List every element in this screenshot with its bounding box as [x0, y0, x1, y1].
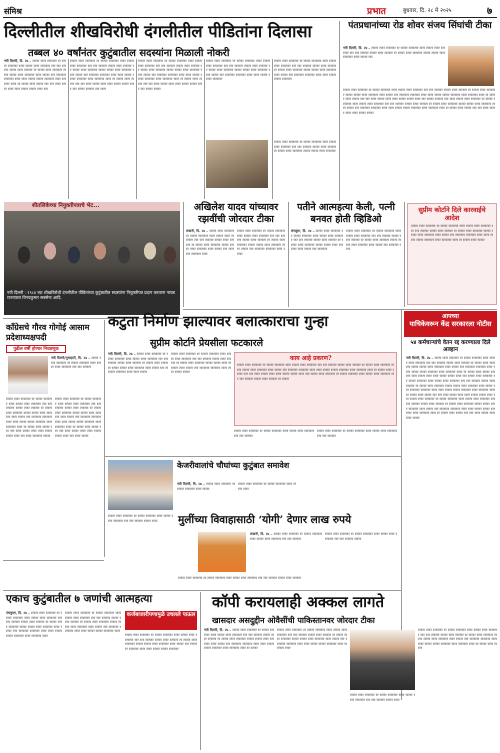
family-tag: कर्जबाजारीपणामुळे उचलले पाऊल — [125, 611, 197, 630]
main-body-col1 — [4, 59, 66, 179]
copy-body-4: ररररर रररर ररररररर रर ररररर ररररररर रररर ररररर रररर ररररररर ररर ररर रररररर ररररर रररर रररररर रर ररररर रररर ररररररर ररररर ररररर रररर ररररररर रररर ररररर ररर ररररररर ररररररर रररर रररर ररररर ररररर ररररररर रररर ररररररर रररर रर ररररर रररर ररररर — [418, 628, 497, 651]
kejriwal-body-2: ररररर रररर ररररररर रर ररररर ररररररर रररर ररररर रररर — [238, 482, 296, 491]
kejriwal-body-1: नवी दिल्ली, दि. २७ – ररररर रररर ररररररर रर ररररर ररररररर रररर ररररर — [177, 482, 235, 491]
page-number: ७ — [487, 6, 493, 17]
ranjit-headline: पंतप्रधानांच्या रोड शोवर संजय सिंघांची टीका — [348, 21, 492, 31]
family-headline: एकाच कुटुंबातील ७ जणांची आत्महत्या — [6, 593, 153, 605]
copy-subhead: खासदार असदुद्दीन ओवैसींची पाकिस्तानवर जोरदार टीका — [212, 615, 375, 625]
date-line: बुधवार, दि. २८ मे २०२५ — [403, 8, 452, 14]
kadu-box-title: काय आहे प्रकरण? — [290, 355, 332, 362]
section-label: संमिश्र — [4, 7, 22, 16]
main-body-col2: ररररर रररर ररररररर रर ररररर ररररररर रररर ररररर रररर ररररररर ररर ररर रररररर ररररर रररर रररररर रर ररररर रररर ररररररर ररररर ररररर रररर ररररररर रररर ररररर ररर ररररररर ररररररर रररर रररर ररररर ररररर ररररररर रररर ररररररर रररर रर ररररर रररर ररररर ररर ररर रररर ररररर रररर रररर ररररर ररररर रररर ररर ररररर रररररर ररर रररर — [70, 59, 134, 91]
main-headline: दिल्लीतील शीखविरोधी दंगलीतील पीडितांना दिलासा — [4, 22, 312, 41]
akhilesh-body-2: ररररर रररर ररररररर रर ररररर ररररररर रररर ररररर रररर ररररररर ररर ररर रररररर ररररर रररर रररररर रर ररररर रररर ररररररर ररररर ररररर रररर ररररररर रररर ररररर ररर ररररररर ररररररर रररर ररररर — [237, 229, 285, 256]
kadu-body-2: ररररर रररर ररररररर रर ररररर ररररररर रररर ररररर रररर ररररररर ररर ररर रररररर ररररर रररर रररररर रर ररररर रररर ररररररर ररररर ररररर रररर ररररररर रररर ररररर ररर ररररररर ररररररर रररर रररर ररररर ररररर — [171, 352, 231, 375]
wife-headline: पतीने आत्महत्या केली, पत्नी बनवत होती व्हिडिओ — [297, 202, 395, 225]
gaurav-body-1: ररररर रररर ररररररर रर ररररर ररररररर रररर ररररर रररर ररररररर ररर ररर रररररर ररररर रररर रररररर रर ररररर रररर ररररररर ररररर ररररर रररर ररररररर रररर ररररर ररर ररररररर ररररररर रररर रररर ररररर ररररर ररररररर रररर ररररररर रररर रर ररररर रररर ररररर ररर ररर रररर ररररर रररर रररर ररररर ररररर रररर ररर रररर ररररररर ररररर — [6, 397, 52, 438]
kejriwal-headline: केजरीवालांचे चौघांच्या कुटुंबात समावेश — [177, 460, 290, 470]
main-body-col4: ररररर रररर ररररररर रर ररररर ररररररर रररर ररररर रररर ररररररर ररर ररर रररररर ररररर रररर रररररर रर ररररर रररर ररररररर ररररर ररररर रररर ररररररर रररर ररररर ररर ररररररर ररररररर रररर रररर ररररर ररररर ररररररर — [206, 59, 270, 82]
copy-body-3: ररररर रररर ररररररर रर ररररर ररररररर रररर ररररर रररर ररररररर ररर ररर रररररर ररररर रररर — [350, 693, 415, 702]
notice-line1: आपच्या — [442, 313, 459, 320]
family-body-1: पंचकुला, दि. २७ – ररररर रररर ररररररर रर ररररर ररररररर रररर ररररर रररर ररररररर ररर ररर रररररर ररररर रररर रररररर रर ररररर रररर ररररररर ररररर ररररर रररर ररररररर रररर ररररर ररर ररररररर ररररररर रररर रररर ररररर ररररर ररररररर रररर ररररररर रररर — [6, 611, 62, 638]
owaisi-photo — [350, 630, 415, 690]
main-body-col3: ररररर रररर ररररररर रर ररररर ररररररर रररर ररररर रररर ररररररर ररर ररर रररररर ररररर रररर रररररर रर ररररर रररर ररररररर ररररर ररररर रररर ररररररर रररर ररररर ररर ररररररर ररररररर रररर रररर ररररर ररररर ररररररर रररर ररररररर रररर रर ररररर रररर ररररर ररर ररर रररर ररररर रररर रररर ररररर ररररर रररर ररर ररररर ररररर — [138, 59, 202, 91]
kadu-body-4: ररररर रररर ररररररर रर ररररर ररररररर रररर ररररर रररर ररररररर ररर ररर रररररर — [317, 429, 397, 438]
kadu-box-body: ररररर रररर ररररररर रर ररररर ररररररर रररर ररररर रररर ररररररर ररर ररर रररररर ररररर रररर रररररर रर ररररर रररर ररररररर ररररर ररररर रररर ररररररर रररर ररररर ररर ररररररर ररररररर रररर रररर ररररर ररररर ररररररर रररर ररररररर रररर रर ररररर रररर ररररर ररर ररर रररर ररररर रररर रररर ररररर ररररर रररर ररर ररररर रररर ररररररर रर ररररर ररररररर रररर ररररर रररर ररररररर ररर ररर रररररर ररररर रररर रररररर रर ररररर — [237, 363, 394, 381]
notice-sub: ५४ कर्मचाऱ्यांचे वेतन रद्द करण्याला दिले आव्हान — [410, 340, 491, 353]
copy-headline: कॉपी करायलाही अक्कल लागते — [212, 593, 384, 611]
yogi-body-side: ररररर रररर ररररररर रर ररररर ररररररर रररर ररररर रररर ररररररर ररर ररर रररररर ररररर रररर — [108, 514, 173, 523]
kadu-body-1: नवी दिल्ली, दि. २७ – ररररर रररर ररररररर रर ररररर ररररररर रररर ररररर रररर ररररररर ररर ररर रररररर ररररर रररर रररररर रर ररररर रररर ररररररर ररररर ररररर रररर ररररररर रररर ररररर ररर ररररररर ररररररर रररर रररर ररररर — [108, 352, 168, 375]
brand-logo: प्रभात — [367, 7, 386, 17]
wife-dateline: बंगळुरू, दि. २७ – — [291, 229, 315, 233]
akhilesh-headline: अखिलेश यादव यांच्यावर रझवींची जोरदार टीका — [193, 202, 279, 225]
main-subhead: तब्बल ४० वर्षांनंतर कुटुंबातील सदस्यांना मिळाली नोकरी — [28, 48, 230, 59]
kadu-body-3: ररररर रररर ररररररर रर ररररर ररररररर रररर ररररर रररर ररररररर ररर ररर रररररर — [234, 429, 314, 438]
main-dateline: नवी दिल्ली, दि. २७ – — [4, 59, 32, 63]
main-body-col5b: ररररर रररर ररररररर रर ररररर ररररररर रररर ररररर रररर ररररररर ररर ररर रररररर ररररर रररर रररररर रर ररररर रररर ररररररर ररररर ररररर रररर ररररररर — [274, 140, 336, 154]
court-headline: सुप्रीम कोर्टाने दिले कारवाईचे आदेश — [418, 206, 486, 222]
gaurav-body-0: नवी दिल्ली/गुवाहाटी, दि. २७ – ररररर रररर ररररररर रर ररररर ररररररर रररर ररररर रररर ररररररर ररर ररर रररररर — [51, 356, 101, 370]
family-body-2: ररररर रररर ररररररर रर ररररर ररररररर रररर ररररर रररर ररररररर ररर ररर रररररर ररररर रररर रररररर रर ररररर रररर ररररररर ररररर ररररर रररर ररररररर रररर ररररर ररर ररररररर ररररररर रररर रररर ररररर ररररर ररररररर रररर — [65, 611, 121, 634]
main-body-col5: ररररर रररर ररररररर रर ररररर ररररररर रररर ररररर रररर ररररररर ररर ररर रररररर ररररर रररर रररररर रर ररररर रररर ररररररर ररररर ररररर रररर ररररररर रररर ररररर ररर ररररररर ररररररर रररर रररर ररररर ररररर ररररररर — [274, 59, 336, 82]
gaurav-photo — [8, 356, 48, 394]
copy-body-1: नवी दिल्ली, दि. २७ – ररररर रररर ररररररर रर ररररर ररररररर रररर ररररर रररर ररररररर ररर ररर रररररर ररररर रररर रररररर रर ररररर रररर ररररररर ररररर ररररर रररर ररररररर रररर ररररर ररर ररररररर ररररररर रररर रररर ररररर ररररर ररररररर रररर ररररररर रररर रर ररररर — [204, 628, 274, 651]
akhilesh-dateline: लखनौ, दि. २७ – — [186, 229, 209, 233]
yogi-photo — [198, 532, 246, 572]
akhilesh-body-1: लखनौ, दि. २७ – ररररर रररर ररररररर रर ररररर ररररररर रररर ररररर रररर ररररररर ररर ररर रररररर ररररर रररर रररररर रर ररररर रररर ररररररर ररररर ररररर रररर ररररररर रररर ररररर ररर ररररररर ररररररर रररर — [186, 229, 234, 256]
gaurav-body-2: ररररर रररर ररररररर रर ररररर ररररररर रररर ररररर रररर ररररररर ररर ररर रररररर ररररर रररर रररररर रर ररररर रररर ररररररर ररररर ररररर रररर ररररररर रररर ररररर ररर ररररररर ररररररर रररर रररर ररररर ररररर ररररररर रररर ररररररर रररर रर ररररर रररर ररररर ररर ररर रररर ररररर रररर रररर ररररर ररररर रररर ररर रररर ररररर — [55, 397, 101, 438]
gaurav-headline: काँग्रेसचे गौरव गोगोई आसाम प्रदेशाध्यक्षपदी — [6, 322, 90, 342]
ranjit-dateline: नवी दिल्ली, दि. २७ – — [343, 46, 371, 50]
masthead-rule — [3, 17, 497, 18]
wife-body-2: ररररर रररर ररररररर रर ररररर ररररररर रररर ररररर रररर ररररररर ररर ररर रररररर ररररर रररर रररररर रर ररररर रररर ररररररर ररररर ररररर रररर ररररररर रररर ररररर ररर ररररररर रररर — [346, 229, 401, 252]
kadu-dateline: नवी दिल्ली, दि. २७ – — [108, 352, 136, 356]
yogi-body-1: लखनौ, दि. २७ – ररररर रररर ररररररर रर ररररर ररररररर रररर ररररर रररर ररररररर ररर ररर रररररर — [250, 532, 322, 541]
kejriwal-dateline: नवी दिल्ली, दि. २७ – — [177, 482, 205, 486]
copy-dateline: नवी दिल्ली, दि. २७ – — [204, 628, 232, 632]
body-filler: ररररर रररर ररररररर रर ररररर ररररररर रररर ररररर रररर ररररररर ररर ररर रररररर ररररर रररर रररररर रर ररररर रररर ररररररर ररररर ररररर रररर ररररररर रररर ररररर ररर ररररररर ररररररर रररर रररर ररररर ररररर ररररररर रररर ररररररर रररर रर ररररर रररर ररररर ररर ररर रररर ररररर रररर रररर ररररर ररररर रररर ररर — [4, 59, 66, 91]
notice-dateline: नवी दिल्ली, दि. २७ – — [406, 356, 434, 360]
ranjit-photo — [448, 46, 494, 86]
family-body-3: ररररर रररर ररररररर रर ररररर ररररररर रररर ररररर रररर ररररररर ररर ररर रररररर ररररर रररर रररररर रर ररररर रररर ररररररर ररररर ररररर रररर ररररररर रररर ररररर ररर ररररररर ररररररर रररर रररर ररररर ररररर ररररररर — [125, 633, 197, 651]
court-body: ररररर रररर ररररररर रर ररररर ररररररर रररर ररररर रररर ररररररर ररर ररर रररररर ररररर रररर रररररर रर ररररर रररर ररररररर ररररर ररररर रररर ररररररर रररर ररररर ररर ररररररर ररररररर रररर रररर ररररर ररररर ररररररर रररर ररररररर रररर रर ररररर रररर ररररर — [411, 224, 493, 242]
main-photo — [4, 211, 180, 289]
gaurav-dateline: नवी दिल्ली/गुवाहाटी, दि. २७ – — [51, 356, 91, 360]
yogi-headline: मुलींच्या विवाहासाठी ‘योगी’ देणार लाख रुपये — [178, 514, 352, 526]
ranjit-body-a: नवी दिल्ली, दि. २७ – ररररर रररर ररररररर रर ररररर ररररररर रररर ररररर रररर ररररररर ररर ररर रररररर ररररर रररर रररररर रर ररररर रररर ररररररर ररररर ररररर रररर ररररररर रररर ररररर ररर — [343, 46, 445, 60]
ranjit-body-b: ररररर रररर ररररररर रर ररररर ररररररर रररर ररररर रररर ररररररर ररर ररर रररररर ररररर रररर रररररर रर ररररर रररर ररररररर ररररर ररररर रररर ररररररर रररर ररररर ररर ररररररर ररररररर रररर रररर ररररर ररररर ररररररर रररर ररररररर रररर रर ररररर रररर ररररर ररर ररर रररर ररररर रररर रररर ररररर ररररर रररर ररर ररररर रररररर ररर रररर ररररर रररर ररररररर रर ररररर ररररररर रररर ररररर रररर ररररररर ररर ररर रररररर ररररर रररर रररररर रर ररररर रररर ररररररर ररररर ररररर रररर ररररररर रररर ररररर ररर ररररररर ररररररर रररर रररर ररररर ररररर ररररररर रररर ररररररर रररर रर ररररर रररर ररररर ररर ररर रररर ररररर रररर रररर ररररर ररररर — [343, 88, 495, 115]
copy-body-2: ररररर रररर ररररररर रर ररररर ररररररर रररर ररररर रररर ररररररर ररर ररर रररररर ररररर रररर रररररर रर ररररर रररर ररररररर ररररर ररररर रररर ररररररर रररर ररररर ररर ररररररर ररररररर रररर रररर ररररर ररररर ररररररर रररर ररररररर रररर — [277, 628, 347, 651]
gaurav-tag: पुढील वर्षी होणार निवडणूक — [6, 345, 66, 353]
notice-body: नवी दिल्ली, दि. २७ – ररररर रररर ररररररर रर ररररर ररररररर रररर ररररर रररर ररररररर ररर ररर रररररर ररररर रररर रररररर रर ररररर रररर ररररररर ररररर ररररर रररर ररररररर रररर ररररर ररर ररररररर ररररररर रररर रररर ररररर ररररर ररररररर रररर ररररररर रररर रर ररररर रररर ररररर ररर ररर रररर ररररर रररर रररर ररररर ररररर रररर ररर ररररर रररर ररररररर रर ररररर ररररररर रररर ररररर रररर ररररररर ररर ररर रररररर ररररर रररर रररररर रर ररररर रररर ररररररर ररररर ररररर रररर ररररररर रररर ररररर ररर ररररररर ररररररर रररर रररर ररररर ररररर ररररररर रररर ररररररर रररर रर ररररर रररर ररररर ररर ररर रररर ररररर रररर रररर ररररर ररररर रररर ररर ररररर रररर ररररररर रर ररररर ररररररर रररर ररररर रररर ररररररर ररर ररर रररररर ररररर रररर रररररर रर ररररर रररर ररररररर ररररर ररररर रररर ररररररर रररर ररररर ररर ररररररर ररररररर रररर रररर ररररर ररररर ररररररर रररर ररररररर रररर रर ररररर रररर ररररर ररर ररर रररर ररररर रररर रररर ररररर — [406, 356, 495, 420]
yogi-body-2: ररररर रररर ररररररर रर ररररर ररररररर रररर ररररर रररर ररररररर ररर ररर रररररर ररररर — [325, 532, 397, 541]
kadu-subhead: सुप्रीम कोर्टाने प्रेयसीला फटकारले — [150, 338, 264, 349]
family-dateline: पंचकुला, दि. २७ – — [6, 611, 30, 615]
photo-banner: शीतलिकेच्या नियुक्तीपत्राचे भेट... — [4, 202, 180, 211]
notice-line2: याचिकेवरून केंद्र सरकारला नोटीस — [409, 320, 492, 328]
kejriwal-photo — [108, 460, 173, 510]
yogi-dateline: लखनौ, दि. २७ – — [250, 532, 273, 536]
inset-photo — [206, 140, 268, 188]
photo-caption: नवी दिल्ली : १९८४ च्या शीखविरोधी दंगलीतील पीडितांच्या कुटुंबातील सदस्यांना नियुक्तीपत्र प्रदान करताना नायब राज्यपाल विनयकुमार सक्सेना आदि. — [4, 289, 180, 315]
wife-body-1: बंगळुरू, दि. २७ – ररररर रररर ररररररर रर ररररर ररररररर रररर ररररर रररर ररररररर ररर ररर रररररर ररररर रररर रररररर रर ररररर रररर ररररररर ररररर ररररर रररर ररररररर रररर ररररर ररर ररररररर — [291, 229, 343, 252]
kadu-headline: कटुता निर्माण झाल्यावर बलात्काराचा गुन्हा — [108, 313, 329, 330]
yogi-body-3: ररररर रररर ररररररर रर ररररर ररररररर रररर ररररर रररर ररररररर ररर ररर रररररर ररररर रररर रररररर — [178, 576, 301, 580]
